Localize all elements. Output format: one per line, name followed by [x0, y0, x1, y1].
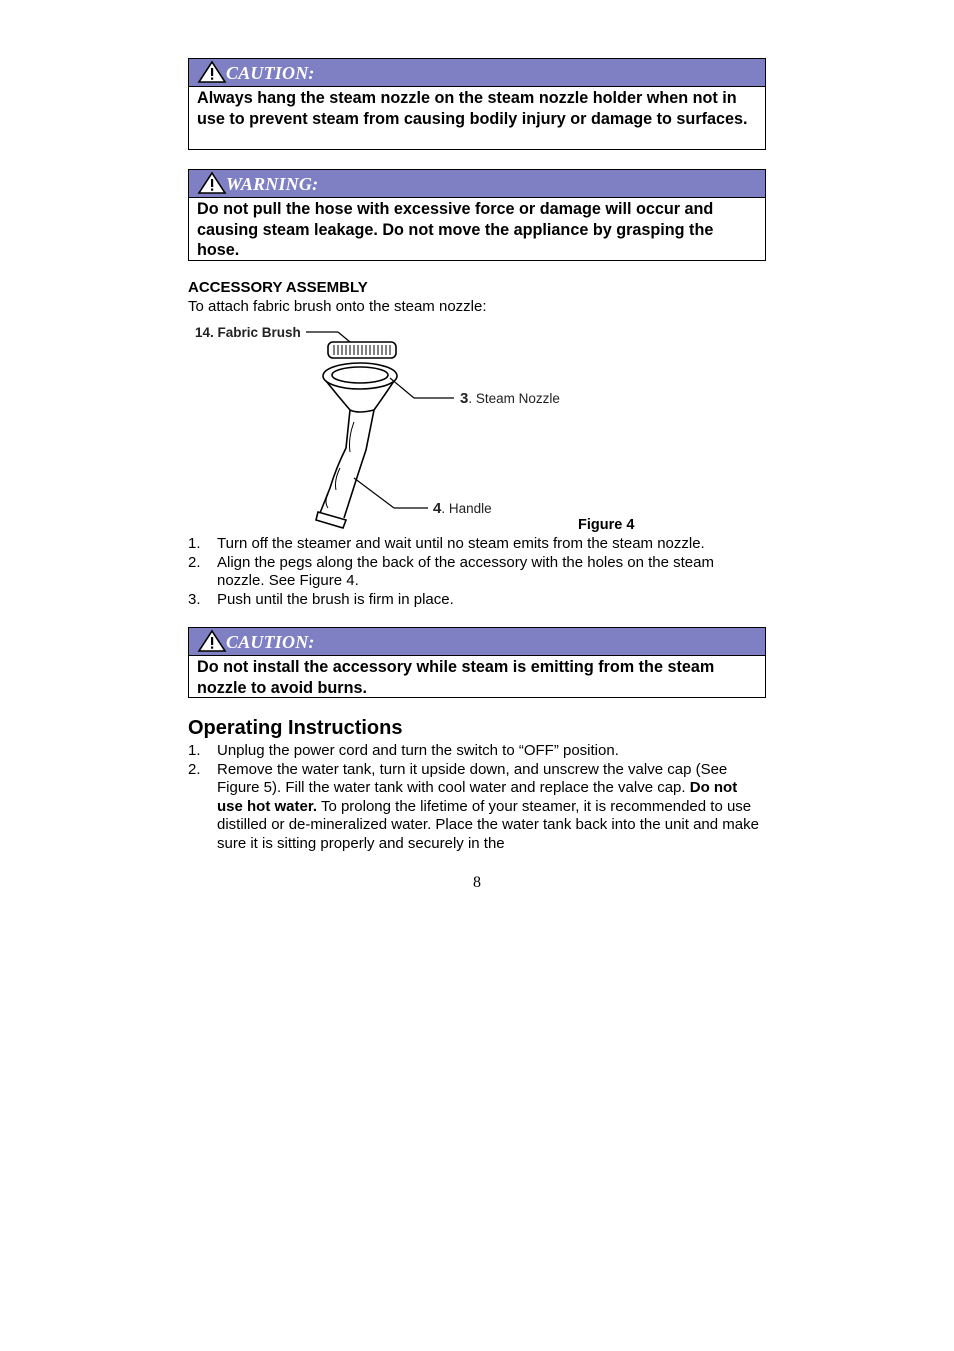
caution-text: Do not install the accessory while steam is emitting from the steam nozzle to avoid burns.	[197, 658, 715, 697]
caution-header	[189, 628, 765, 656]
handle-drawing	[316, 410, 374, 528]
step-number: 3.	[188, 590, 201, 608]
fabric-brush-drawing	[328, 342, 396, 358]
handle-number: 4	[433, 500, 442, 517]
step-number: 2.	[188, 760, 201, 778]
warning-box	[188, 169, 766, 261]
warning-header	[189, 170, 765, 198]
warning-text: Do not pull the hose with excessive force or damage will occur and causing steam leakage. Do not move the appliance by grasping the hose.	[197, 200, 714, 259]
warning-title: WARNING:	[226, 174, 319, 194]
step-number: 1.	[188, 742, 201, 759]
operating-steps	[188, 742, 768, 853]
list-item	[188, 591, 768, 610]
step-text: To prolong the lifetime of your steamer, it is recommended to use distilled or de-mineralized water. Place the water tank back into the unit and make sure it is sitting properly and securely in the	[217, 797, 759, 852]
step-text: Remove the water tank, turn it upside down, and unscrew the valve cap (See Figure 5). Fill the water tank with cool water and replace the valve cap.	[217, 760, 728, 796]
warning-triangle-icon	[197, 60, 227, 84]
list-item	[188, 554, 768, 591]
warning-triangle-icon	[197, 629, 227, 653]
caution-box	[188, 58, 766, 150]
figure-caption: Figure 4	[578, 517, 635, 533]
assembly-steps	[188, 535, 768, 609]
handle-text: . Handle	[441, 501, 492, 516]
operating-heading: Operating Instructions	[188, 717, 403, 739]
page-number: 8	[473, 874, 481, 891]
steam-nozzle-drawing	[323, 363, 397, 412]
caution-title: CAUTION:	[226, 63, 315, 83]
step-text: Push until the brush is firm in place.	[217, 590, 454, 608]
caution-header	[189, 59, 765, 87]
step-number: 2.	[188, 553, 201, 571]
caution-title: CAUTION:	[226, 632, 315, 652]
list-item	[188, 535, 768, 554]
fabric-brush-label: 14. Fabric Brush	[195, 325, 301, 340]
steam-nozzle-text: . Steam Nozzle	[468, 391, 560, 406]
step-text: Unplug the power cord and turn the switch to “OFF” position.	[217, 742, 619, 759]
step-text: Align the pegs along the back of the accessory with the holes on the steam nozzle. See Figure 4.	[217, 553, 714, 589]
step-number: 1.	[188, 535, 201, 552]
caution-text: Always hang the steam nozzle on the steam nozzle holder when not in use to prevent steam from causing bodily injury or damage to surfaces.	[197, 89, 748, 128]
caution-box-2	[188, 627, 766, 698]
list-item	[188, 742, 768, 761]
list-item	[188, 761, 768, 854]
step-text: Turn off the steamer and wait until no steam emits from the steam nozzle.	[217, 535, 705, 552]
steam-nozzle-number: 3	[460, 390, 469, 407]
steam-nozzle-label	[460, 390, 560, 407]
accessory-intro: To attach fabric brush onto the steam nozzle:	[188, 298, 487, 315]
handle-label	[433, 500, 492, 517]
step-bold-text: Do not use hot water.	[217, 779, 738, 815]
accessory-heading: ACCESSORY ASSEMBLY	[188, 279, 368, 296]
warning-triangle-icon	[197, 171, 227, 195]
steam-nozzle-illustration	[188, 318, 648, 533]
